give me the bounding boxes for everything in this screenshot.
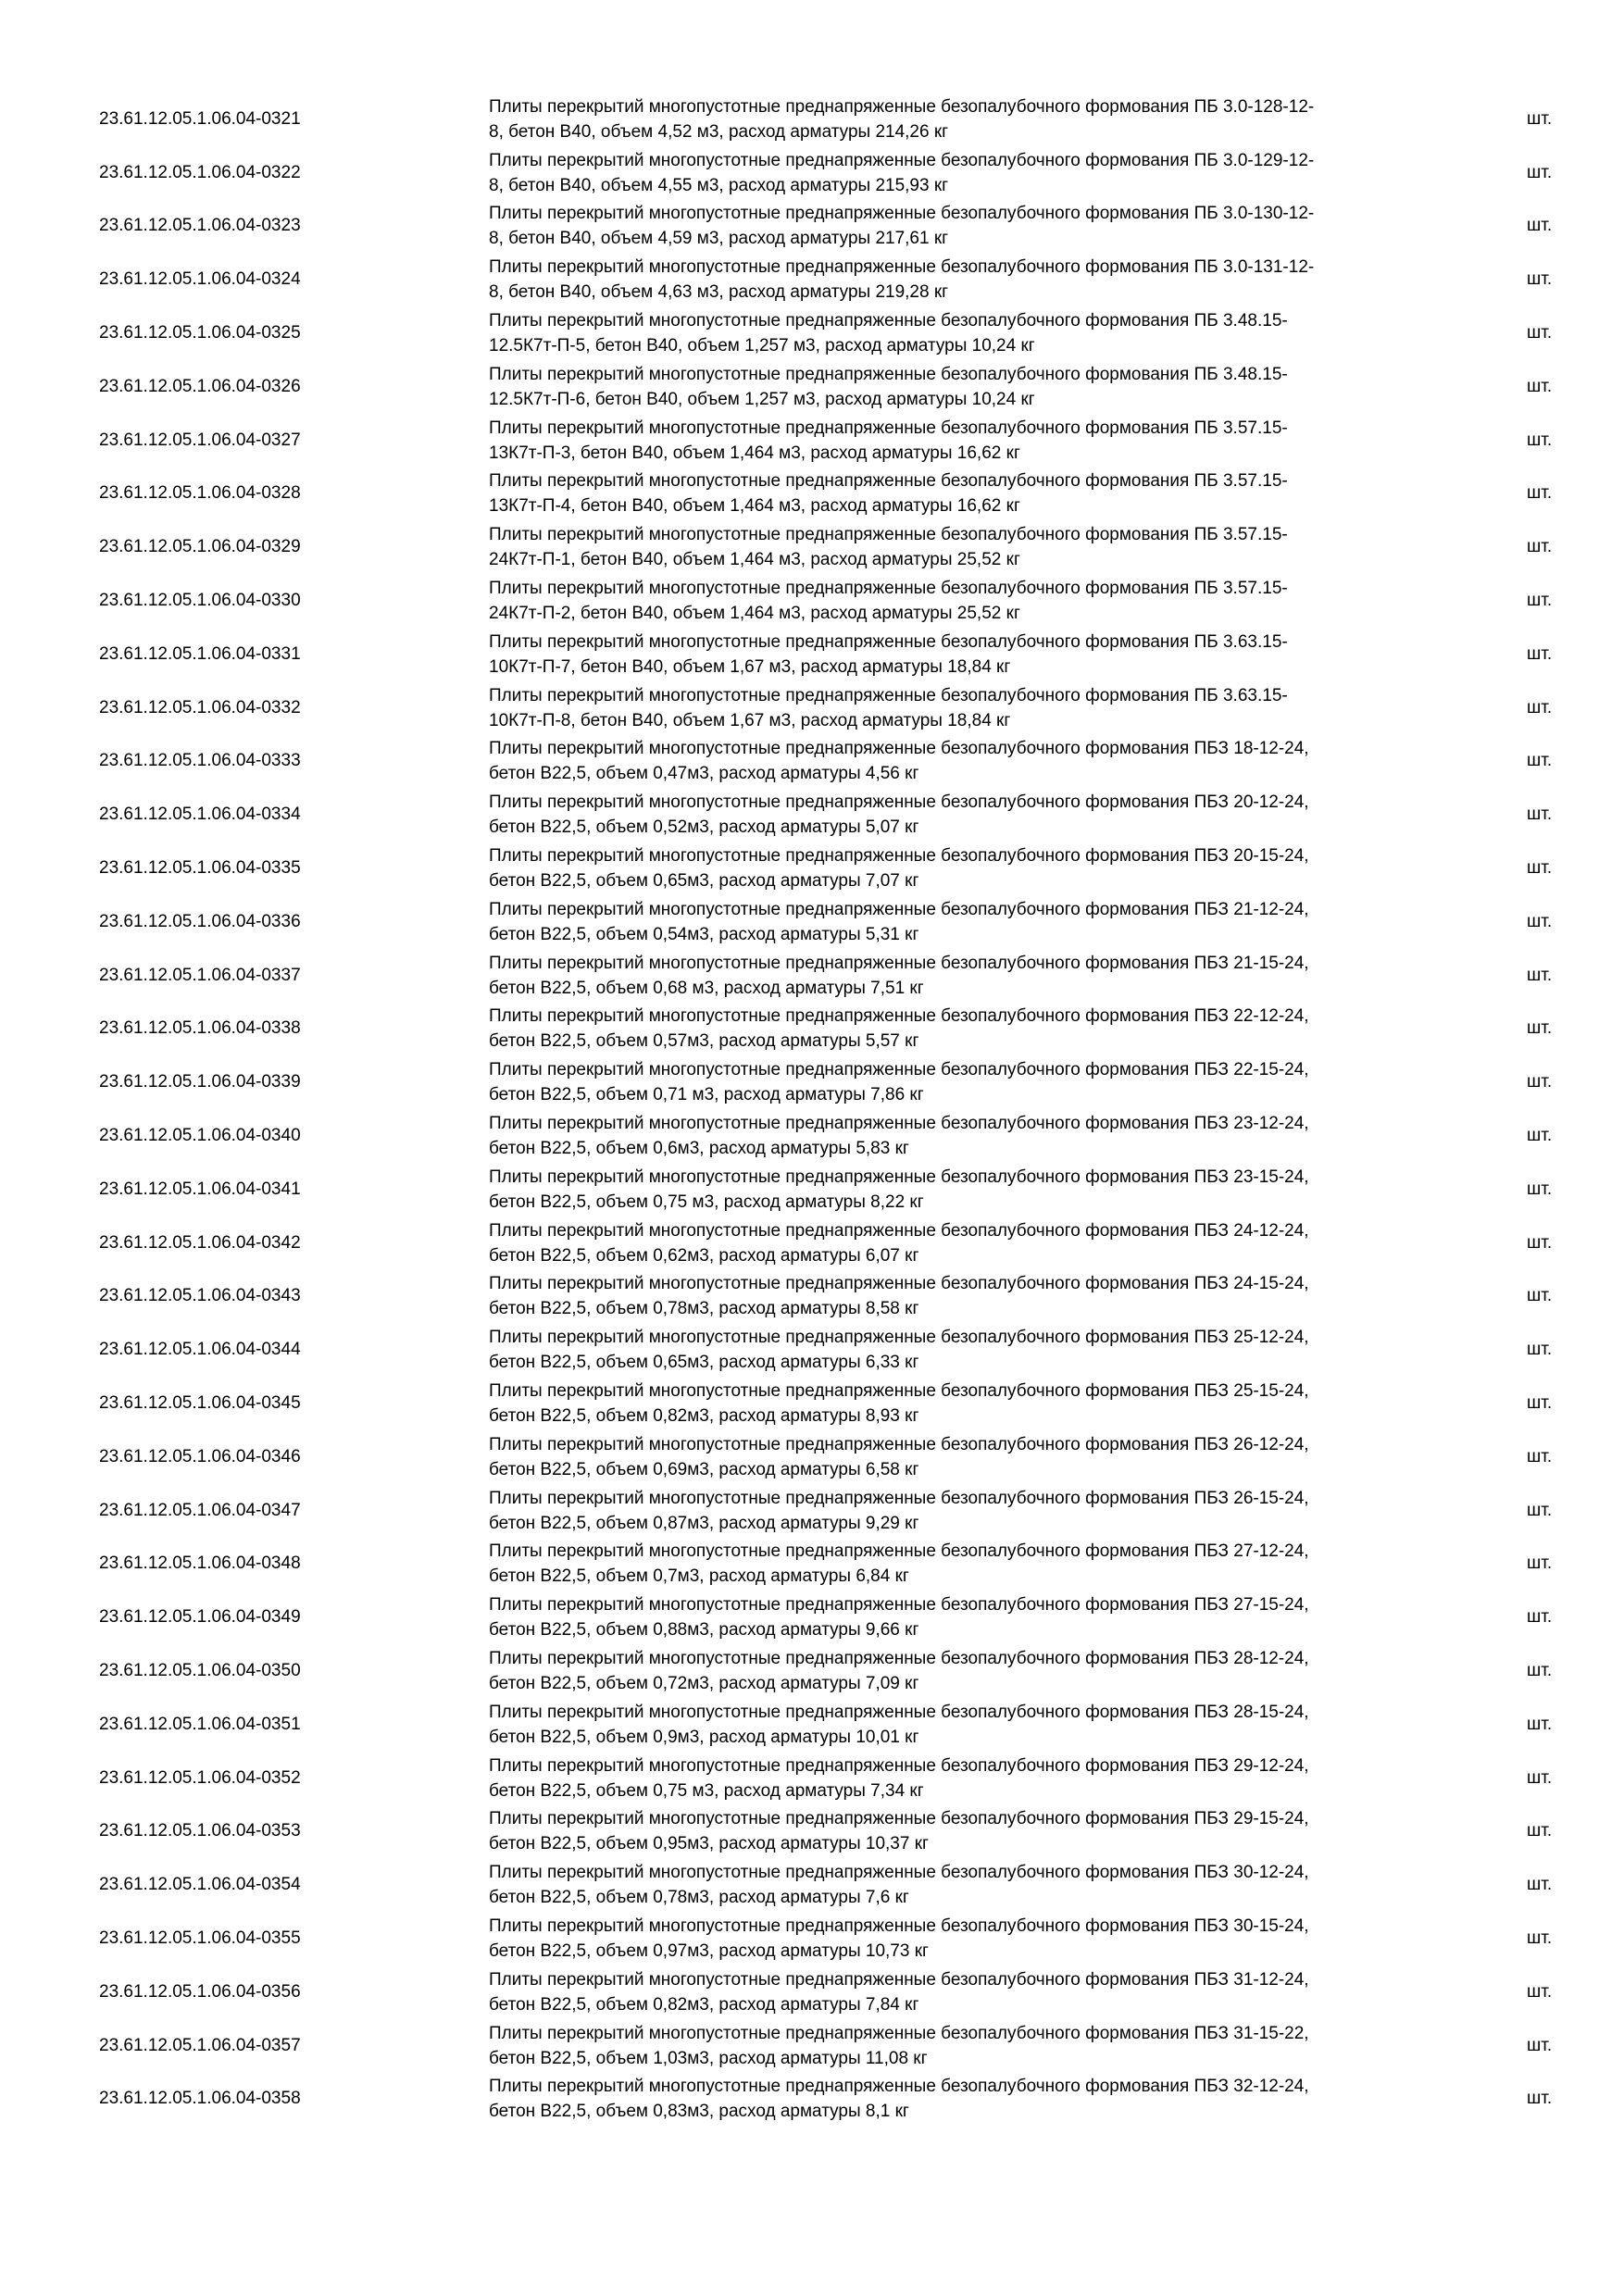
resource-code: 23.61.12.05.1.06.04-0356 [99,1981,301,2002]
resource-code: 23.61.12.05.1.06.04-0327 [99,430,301,450]
table-row [0,735,1624,789]
table-row [0,1591,1624,1644]
description-line-1: Плиты перекрытий многопустотные преднапряженные безопалубочного формования ПБЗ 21-15-24, [489,953,1309,973]
description-line-2: бетон В22,5, объем 0,54м3, расход арматуры 5,31 кг [489,924,919,944]
description-line-2: бетон В22,5, объем 0,82м3, расход арматуры 7,84 кг [489,1994,919,2015]
description-line-2: 24К7т-П-1, бетон В40, объем 1,464 м3, расход арматуры 25,52 кг [489,550,1020,570]
resource-description [489,360,1452,414]
description-line-2: бетон В22,5, объем 0,83м3, расход арматуры 8,1 кг [489,2102,909,2122]
resource-code: 23.61.12.05.1.06.04-0329 [99,537,301,557]
description-line-2: бетон В22,5, объем 0,69м3, расход арматуры 6,58 кг [489,1459,919,1479]
unit-of-measure: шт. [1527,376,1553,396]
description-line-2: бетон В22,5, объем 0,7м3, расход арматуры 6,84 кг [489,1566,909,1587]
resource-description [489,93,1452,146]
resource-code: 23.61.12.05.1.06.04-0322 [99,162,301,182]
unit-of-measure: шт. [1527,1928,1553,1948]
resource-code: 23.61.12.05.1.06.04-0358 [99,2089,301,2109]
unit-of-measure: шт. [1527,1340,1553,1360]
resource-code: 23.61.12.05.1.06.04-0334 [99,805,301,825]
resource-code: 23.61.12.05.1.06.04-0330 [99,591,301,611]
description-line-1: Плиты перекрытий многопустотные преднапряженные безопалубочного формования ПБ 3.48.15- [489,364,1288,384]
resource-code: 23.61.12.05.1.06.04-0351 [99,1714,301,1734]
resource-description [489,574,1452,628]
resource-code: 23.61.12.05.1.06.04-0343 [99,1286,301,1306]
resource-code: 23.61.12.05.1.06.04-0333 [99,751,301,771]
resource-code: 23.61.12.05.1.06.04-0339 [99,1072,301,1092]
description-line-2: бетон В22,5, объем 0,57м3, расход арматуры 5,57 кг [489,1031,919,1052]
resource-description [489,1912,1452,1965]
table-row [0,1270,1624,1324]
resource-code: 23.61.12.05.1.06.04-0338 [99,1018,301,1039]
resource-code: 23.61.12.05.1.06.04-0336 [99,911,301,931]
resource-code: 23.61.12.05.1.06.04-0321 [99,108,301,129]
resource-code: 23.61.12.05.1.06.04-0353 [99,1821,301,1841]
resource-description [489,414,1452,468]
unit-of-measure: шт. [1527,1179,1553,1199]
resource-description [489,1003,1452,1056]
resource-description [489,1698,1452,1752]
resource-code: 23.61.12.05.1.06.04-0326 [99,376,301,396]
description-line-1: Плиты перекрытий многопустотные преднапряженные безопалубочного формования ПБЗ 24-12-24, [489,1220,1309,1241]
unit-of-measure: шт. [1527,269,1553,290]
description-line-2: бетон В22,5, объем 0,6м3, расход арматуры 5,83 кг [489,1139,909,1159]
unit-of-measure: шт. [1527,323,1553,343]
resource-code: 23.61.12.05.1.06.04-0328 [99,483,301,504]
table-row [0,1323,1624,1377]
unit-of-measure: шт. [1527,483,1553,504]
description-line-1: Плиты перекрытий многопустотные преднапряженные безопалубочного формования ПБЗ 21-12-24, [489,899,1309,919]
description-line-2: бетон В22,5, объем 0,52м3, расход арматуры 5,07 кг [489,817,919,838]
description-line-1: Плиты перекрытий многопустотные преднапряженные безопалубочного формования ПБЗ 22-15-24, [489,1060,1309,1080]
table-row [0,200,1624,254]
resource-description [489,2019,1452,2073]
unit-of-measure: шт. [1527,162,1553,182]
description-line-1: Плиты перекрытий многопустотные преднапряженные безопалубочного формования ПБ 3.0-130-12- [489,204,1315,224]
unit-of-measure: шт. [1527,591,1553,611]
description-line-2: 13К7т-П-4, бетон В40, объем 1,464 м3, расход арматуры 16,62 кг [489,496,1020,517]
description-line-2: 12.5К7т-П-6, бетон В40, объем 1,257 м3, расход арматуры 10,24 кг [489,389,1035,409]
description-line-1: Плиты перекрытий многопустотные преднапряженные безопалубочного формования ПБ 3.63.15- [489,685,1288,705]
unit-of-measure: шт. [1527,911,1553,931]
resource-code: 23.61.12.05.1.06.04-0324 [99,269,301,290]
description-line-2: бетон В22,5, объем 0,62м3, расход арматуры 6,07 кг [489,1245,919,1266]
description-line-1: Плиты перекрытий многопустотные преднапряженные безопалубочного формования ПБЗ 18-12-24, [489,739,1309,759]
resource-description [489,735,1452,789]
resource-description [489,628,1452,681]
resource-description [489,949,1452,1003]
resource-code: 23.61.12.05.1.06.04-0357 [99,2035,301,2055]
description-line-2: бетон В22,5, объем 0,68 м3, расход арматуры 7,51 кг [489,978,924,998]
description-line-1: Плиты перекрытий многопустотные преднапряженные безопалубочного формования ПБЗ 25-15-24, [489,1381,1309,1402]
resource-code: 23.61.12.05.1.06.04-0354 [99,1875,301,1895]
table-row [0,1377,1624,1430]
unit-of-measure: шт. [1527,1607,1553,1628]
description-line-1: Плиты перекрытий многопустотные преднапряженные безопалубочного формования ПБЗ 20-12-24, [489,792,1309,813]
table-row [0,628,1624,681]
resource-code: 23.61.12.05.1.06.04-0347 [99,1500,301,1520]
description-line-1: Плиты перекрытий многопустотные преднапряженные безопалубочного формования ПБ 3.0-129-12- [489,150,1315,170]
unit-of-measure: шт. [1527,1875,1553,1895]
description-line-1: Плиты перекрытий многопустотные преднапряженные безопалубочного формования ПБ 3.57.15- [489,471,1288,492]
description-line-1: Плиты перекрытий многопустотные преднапряженные безопалубочного формования ПБЗ 28-12-24, [489,1649,1309,1668]
unit-of-measure: шт. [1527,751,1553,771]
table-row [0,2072,1624,2126]
resource-code: 23.61.12.05.1.06.04-0349 [99,1607,301,1628]
description-line-2: бетон В22,5, объем 0,71 м3, расход арматуры 7,86 кг [489,1085,924,1105]
resource-description [489,1644,1452,1698]
description-line-2: бетон В22,5, объем 0,97м3, расход арматуры 10,73 кг [489,1940,929,1961]
description-line-1: Плиты перекрытий многопустотные преднапряженные безопалубочного формования ПБЗ 22-12-24, [489,1006,1309,1027]
description-line-2: 24К7т-П-2, бетон В40, объем 1,464 м3, расход арматуры 25,52 кг [489,604,1020,624]
resource-code: 23.61.12.05.1.06.04-0346 [99,1446,301,1466]
resource-description [489,1055,1452,1109]
description-line-1: Плиты перекрытий многопустотные преднапряженные безопалубочного формования ПБЗ 30-15-24, [489,1915,1309,1936]
resource-description [489,200,1452,254]
description-line-1: Плиты перекрытий многопустотные преднапряженные безопалубочного формования ПБЗ 23-15-24, [489,1167,1309,1187]
description-line-1: Плиты перекрытий многопустотные преднапряженные безопалубочного формования ПБЗ 27-12-24, [489,1541,1309,1562]
resource-description [489,520,1452,574]
resource-code: 23.61.12.05.1.06.04-0323 [99,216,301,236]
unit-of-measure: шт. [1527,1072,1553,1092]
table-row [0,788,1624,842]
resource-code: 23.61.12.05.1.06.04-0348 [99,1554,301,1574]
resource-description [489,1430,1452,1484]
description-line-2: бетон В22,5, объем 0,72м3, расход арматуры 7,09 кг [489,1674,919,1693]
resource-description [489,1538,1452,1591]
description-line-1: Плиты перекрытий многопустотные преднапряженные безопалубочного формования ПБ 3.57.15- [489,579,1288,599]
unit-of-measure: шт. [1527,697,1553,718]
description-line-2: 10К7т-П-8, бетон В40, объем 1,67 м3, расход арматуры 18,84 кг [489,710,1011,730]
description-line-1: Плиты перекрытий многопустотные преднапряженные безопалубочного формования ПБЗ 31-15-22, [489,2023,1309,2043]
resource-description [489,842,1452,895]
resource-description [489,306,1452,360]
description-line-2: бетон В22,5, объем 0,95м3, расход арматуры 10,37 кг [489,1834,929,1854]
description-line-1: Плиты перекрытий многопустотные преднапряженные безопалубочного формования ПБЗ 27-15-24, [489,1595,1309,1616]
resource-description [489,1965,1452,2019]
table-row [0,681,1624,735]
resource-code: 23.61.12.05.1.06.04-0350 [99,1661,301,1680]
resource-description [489,253,1452,306]
description-line-2: бетон В22,5, объем 0,9м3, расход арматуры 10,01 кг [489,1727,919,1747]
description-line-1: Плиты перекрытий многопустотные преднапряженные безопалубочного формования ПБ 3.57.15- [489,525,1288,545]
unit-of-measure: шт. [1527,1393,1553,1414]
description-line-1: Плиты перекрытий многопустотные преднапряженные безопалубочного формования ПБЗ 24-15-24, [489,1274,1309,1294]
table-row [0,1858,1624,1912]
resource-code: 23.61.12.05.1.06.04-0345 [99,1393,301,1414]
table-row [0,93,1624,146]
unit-of-measure: шт. [1527,965,1553,985]
table-row [0,468,1624,521]
table-row [0,306,1624,360]
description-line-1: Плиты перекрытий многопустотные преднапряженные безопалубочного формования ПБЗ 31-12-24, [489,1969,1309,1990]
resource-code: 23.61.12.05.1.06.04-0341 [99,1179,301,1199]
unit-of-measure: шт. [1527,1767,1553,1788]
unit-of-measure: шт. [1527,108,1553,129]
resource-description [489,146,1452,200]
description-line-1: Плиты перекрытий многопустотные преднапряженные безопалубочного формования ПБЗ 26-12-24, [489,1434,1309,1454]
unit-of-measure: шт. [1527,537,1553,557]
description-line-1: Плиты перекрытий многопустотные преднапряженные безопалубочного формования ПБ 3.57.15- [489,418,1288,438]
unit-of-measure: шт. [1527,1232,1553,1253]
description-line-2: 12.5К7т-П-5, бетон В40, объем 1,257 м3, расход арматуры 10,24 кг [489,336,1035,356]
table-row [0,1912,1624,1965]
unit-of-measure: шт. [1527,1286,1553,1306]
description-line-2: бетон В22,5, объем 0,75 м3, расход арматуры 8,22 кг [489,1192,924,1212]
description-line-1: Плиты перекрытий многопустотные преднапряженные безопалубочного формования ПБЗ 28-15-24, [489,1702,1309,1722]
unit-of-measure: шт. [1527,1018,1553,1039]
table-row [0,2019,1624,2073]
resource-description [489,1163,1452,1217]
description-line-1: Плиты перекрытий многопустотные преднапряженные безопалубочного формования ПБЗ 29-12-24, [489,1755,1309,1776]
unit-of-measure: шт. [1527,430,1553,450]
resource-description [489,1858,1452,1912]
resource-description [489,1217,1452,1270]
description-line-2: 13К7т-П-3, бетон В40, объем 1,464 м3, расход арматуры 16,62 кг [489,443,1020,463]
resource-description [489,1323,1452,1377]
table-row [0,949,1624,1003]
description-line-1: Плиты перекрытий многопустотные преднапряженные безопалубочного формования ПБЗ 26-15-24, [489,1488,1309,1508]
table-row [0,1217,1624,1270]
table-row [0,1752,1624,1805]
unit-of-measure: шт. [1527,805,1553,825]
table-row [0,253,1624,306]
description-line-1: Плиты перекрытий многопустотные преднапряженные безопалубочного формования ПБЗ 23-12-24, [489,1114,1309,1134]
resource-description [489,1109,1452,1163]
table-row [0,1805,1624,1859]
unit-of-measure: шт. [1527,2035,1553,2055]
description-line-1: Плиты перекрытий многопустотные преднапряженные безопалубочного формования ПБЗ 25-12-24, [489,1328,1309,1348]
table-row [0,1109,1624,1163]
table-row [0,1698,1624,1752]
description-line-1: Плиты перекрытий многопустотные преднапряженные безопалубочного формования ПБЗ 20-15-24, [489,846,1309,867]
unit-of-measure: шт. [1527,1981,1553,2002]
unit-of-measure: шт. [1527,643,1553,664]
description-line-1: Плиты перекрытий многопустотные преднапряженные безопалубочного формования ПБЗ 30-12-24, [489,1863,1309,1883]
table-row [0,1055,1624,1109]
resource-table [0,93,1624,2126]
unit-of-measure: шт. [1527,1554,1553,1574]
description-line-2: 8, бетон В40, объем 4,52 м3, расход арматуры 214,26 кг [489,121,949,142]
unit-of-measure: шт. [1527,1714,1553,1734]
unit-of-measure: шт. [1527,1446,1553,1466]
table-row [0,360,1624,414]
description-line-2: 10К7т-П-7, бетон В40, объем 1,67 м3, расход арматуры 18,84 кг [489,656,1011,677]
table-row [0,1484,1624,1538]
resource-code: 23.61.12.05.1.06.04-0340 [99,1126,301,1146]
table-row [0,520,1624,574]
resource-code: 23.61.12.05.1.06.04-0332 [99,697,301,718]
resource-description [489,468,1452,521]
unit-of-measure: шт. [1527,1500,1553,1520]
resource-description [489,788,1452,842]
resource-code: 23.61.12.05.1.06.04-0331 [99,643,301,664]
description-line-1: Плиты перекрытий многопустотные преднапряженные безопалубочного формования ПБ 3.63.15- [489,631,1288,652]
description-line-1: Плиты перекрытий многопустотные преднапряженные безопалубочного формования ПБ 3.0-131-12- [489,257,1315,278]
description-line-2: бетон В22,5, объем 0,88м3, расход арматуры 9,66 кг [489,1620,919,1641]
description-line-1: Плиты перекрытий многопустотные преднапряженные безопалубочного формования ПБ 3.48.15- [489,311,1288,331]
table-row [0,146,1624,200]
resource-description [489,1752,1452,1805]
resource-code: 23.61.12.05.1.06.04-0352 [99,1767,301,1788]
description-line-2: 8, бетон В40, объем 4,55 м3, расход арматуры 215,93 кг [489,175,949,195]
table-row [0,574,1624,628]
table-row [0,895,1624,949]
resource-description [489,1591,1452,1644]
unit-of-measure: шт. [1527,1821,1553,1841]
resource-code: 23.61.12.05.1.06.04-0335 [99,858,301,879]
resource-code: 23.61.12.05.1.06.04-0342 [99,1232,301,1253]
description-line-2: бетон В22,5, объем 0,65м3, расход арматуры 6,33 кг [489,1353,919,1373]
unit-of-measure: шт. [1527,858,1553,879]
resource-code: 23.61.12.05.1.06.04-0344 [99,1340,301,1360]
description-line-1: Плиты перекрытий многопустотные преднапряженные безопалубочного формования ПБ 3.0-128-12- [489,96,1315,117]
description-line-1: Плиты перекрытий многопустотные преднапряженные безопалубочного формования ПБЗ 29-15-24, [489,1809,1309,1829]
description-line-2: 8, бетон В40, объем 4,63 м3, расход арматуры 219,28 кг [489,282,949,303]
table-row [0,842,1624,895]
description-line-2: бетон В22,5, объем 0,47м3, расход арматуры 4,56 кг [489,764,919,784]
description-line-2: бетон В22,5, объем 0,65м3, расход арматуры 7,07 кг [489,871,919,892]
resource-description [489,895,1452,949]
description-line-2: бетон В22,5, объем 0,82м3, расход арматуры 8,93 кг [489,1406,919,1427]
description-line-2: бетон В22,5, объем 0,78м3, расход арматуры 8,58 кг [489,1299,919,1319]
unit-of-measure: шт. [1527,2089,1553,2109]
resource-description [489,1377,1452,1430]
unit-of-measure: шт. [1527,1661,1553,1680]
resource-code: 23.61.12.05.1.06.04-0325 [99,323,301,343]
description-line-1: Плиты перекрытий многопустотные преднапряженные безопалубочного формования ПБЗ 32-12-24, [489,2077,1309,2097]
description-line-2: бетон В22,5, объем 1,03м3, расход арматуры 11,08 кг [489,2048,928,2068]
description-line-2: бетон В22,5, объем 0,75 м3, расход арматуры 7,34 кг [489,1780,924,1801]
table-row [0,1430,1624,1484]
resource-code: 23.61.12.05.1.06.04-0355 [99,1928,301,1948]
resource-description [489,2072,1452,2126]
table-row [0,1163,1624,1217]
table-row [0,414,1624,468]
resource-description [489,1270,1452,1324]
table-row [0,1965,1624,2019]
description-line-2: 8, бетон В40, объем 4,59 м3, расход арматуры 217,61 кг [489,229,949,249]
resource-code: 23.61.12.05.1.06.04-0337 [99,965,301,985]
resource-description [489,1805,1452,1859]
description-line-2: бетон В22,5, объем 0,78м3, расход арматуры 7,6 кг [489,1888,909,1908]
unit-of-measure: шт. [1527,1126,1553,1146]
unit-of-measure: шт. [1527,216,1553,236]
resource-description [489,1484,1452,1538]
description-line-2: бетон В22,5, объем 0,87м3, расход арматуры 9,29 кг [489,1513,919,1533]
table-row [0,1644,1624,1698]
table-row [0,1003,1624,1056]
resource-description [489,681,1452,735]
table-row [0,1538,1624,1591]
